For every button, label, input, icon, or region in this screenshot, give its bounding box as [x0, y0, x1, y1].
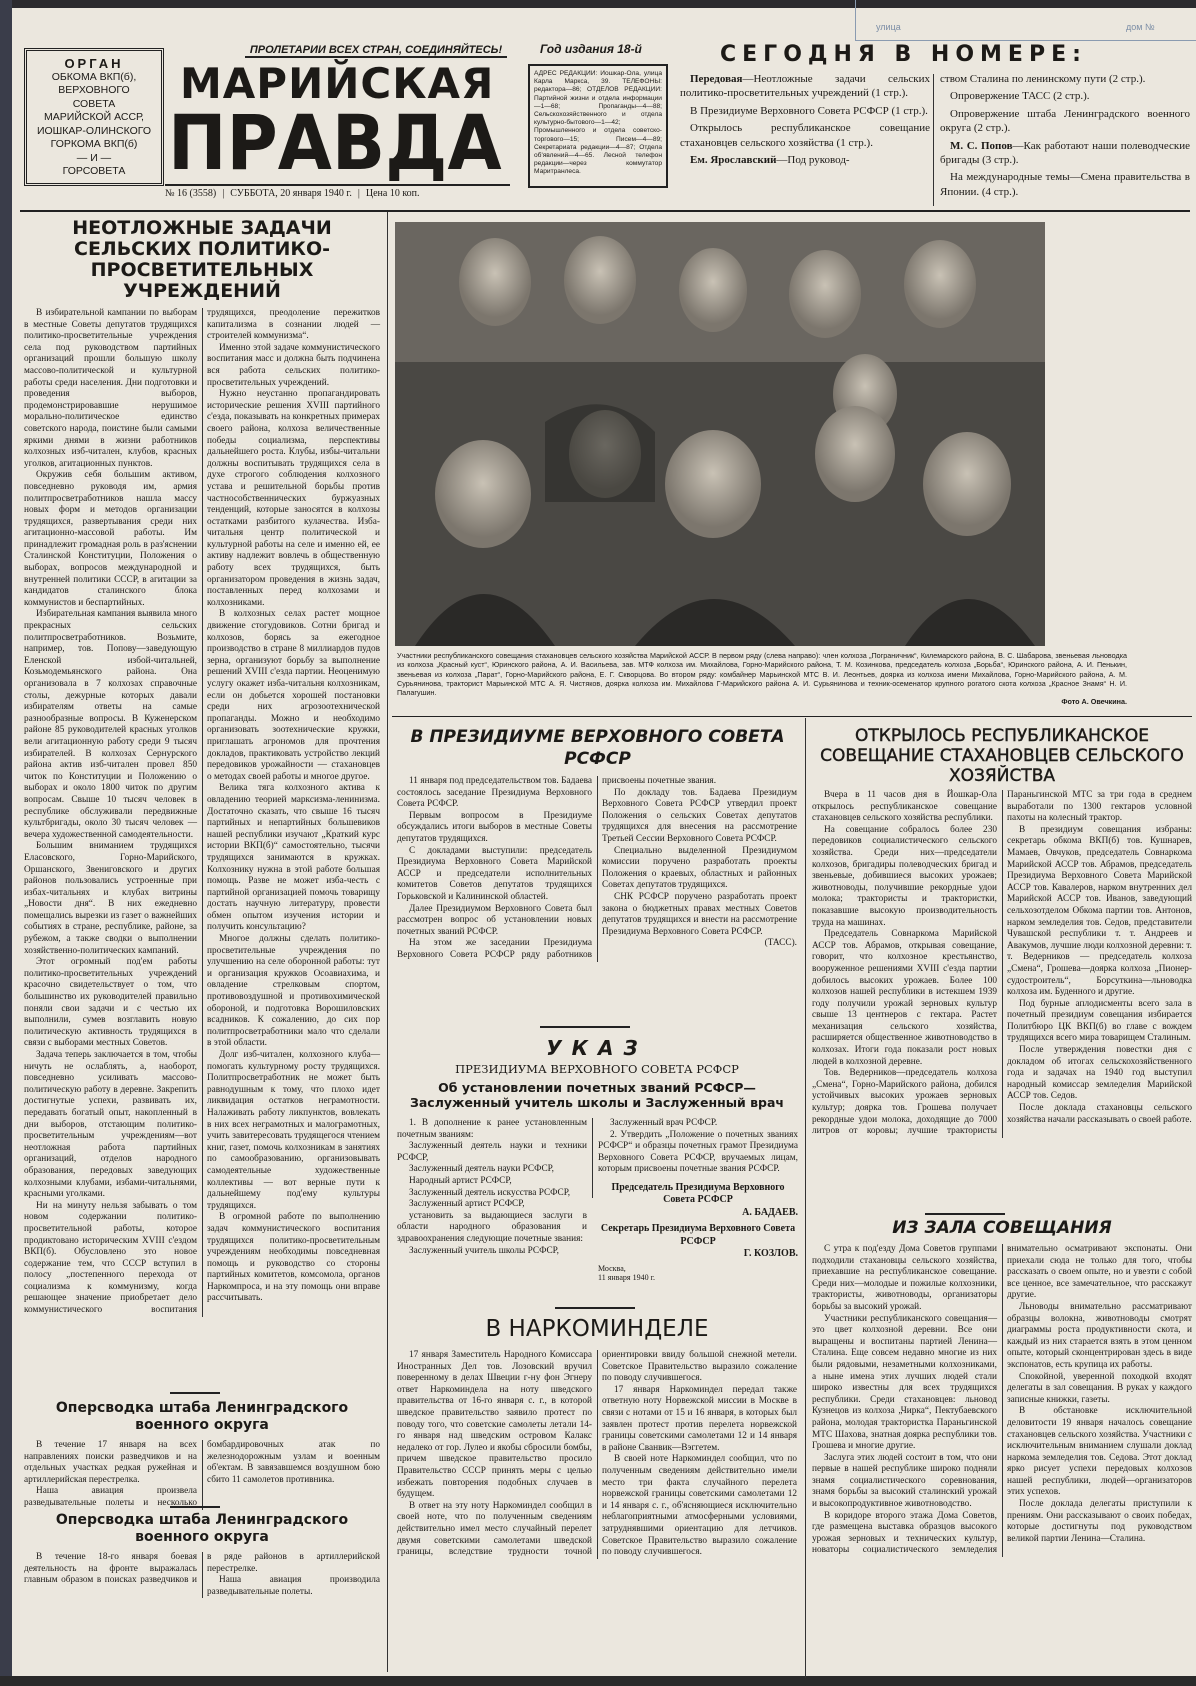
paragraph: После доклада делегаты приступили к прениям. Они рассказывают о своих победах, которые достигнуты под руководством великой партии Ленина—Сталина.	[1007, 1499, 1192, 1544]
opsvodka-2-title: Оперсводка штаба Ленинградского военного округа	[55, 1512, 349, 1545]
toc-column-2	[940, 72, 1190, 202]
paragraph: Вчера в 11 часов дня в Йошкар-Ола открылось республиканское совещание стахановцев сельского хозяйства республики.	[812, 790, 997, 824]
narkomindel-title: В НАРКОМИНДЕЛЕ	[485, 1316, 709, 1342]
opsvodka-2-body	[24, 1552, 380, 1598]
column-divider	[805, 718, 806, 1678]
masthead-title-top: МАРИЙСКАЯ	[180, 59, 495, 108]
issue-date: СУББОТА, 20 января 1940 г.	[230, 188, 352, 199]
toc-item	[940, 72, 1190, 86]
ukaz-paragraph: Заслуженный деятель науки РСФСР,	[409, 1164, 554, 1175]
ukaz-title: УКАЗ	[546, 1036, 648, 1060]
signature-secretary	[598, 1223, 798, 1261]
paragraph: На совещание собралось более 230 передовиков социалистического сельского хозяйства. Среди них—председатели колхозов, бригадиры полеводческих бригад и звеньевые, добившиеся высоких урожаев; животноводы, получившие рекордные удои молока; трактористы и трактористки, показавшие высокую производительность труда на машинах.	[812, 824, 997, 928]
paragraph: 11 января под председательством тов. Бадаева состоялось заседание Президиума Верховного Совета РСФСР.	[397, 776, 592, 810]
signature-name: Г. КОЗЛОВ.	[743, 1248, 798, 1260]
conference-body	[812, 790, 1192, 1138]
organ-line: ВЕРХОВНОГО	[58, 84, 130, 96]
paragraph: В обстановке исключительной деловитости 19 января началось совещание стахановцев сельского хозяйства. Участники с исключительным вниманием слушали доклад наркома земледелия тов. Седова. Этот доклад ярко рисует успехи передовых колхозов нашей республики, людей—организаторов этих успехов.	[1007, 1406, 1192, 1498]
section-rule	[392, 716, 1192, 717]
organ-line: ГОРКОМА ВКП(б)	[50, 138, 138, 150]
paragraph: СНК РСФСР поручено разработать проект закона о бюджетных правах местных Советов депутатов трудящихся и внести на рассмотрение Президиума Верховного Совета РСФСР.	[602, 891, 797, 937]
organ-box	[24, 48, 164, 186]
paragraph: 17 января Заместитель Народного Комиссара Иностранных Дел тов. Лозовский вручил поверенному в делах Швеции г-ну фон Эгнеру ответ Наркоминдела на ноту шведского правительства от 16-го января с. г., в которой шведское правительство заявило протест по поводу того, что советские самолеты летали 14-го января над шведским островом Калакс недалеко от гор. Лулео и якобы сбросили бомбы, причем шведское правительство просило Правительство СССР принять меры с целью избежать повторения подобных случаев в будущем.	[397, 1350, 592, 1500]
paragraph: 17 января Наркоминдел передал также ответную ноту Норвежской миссии в Москве в связи с нотами от 15 и 16 января, в которых был заявлен протест против перелета норвежской границы советскими самолетами 12 и 14 января в районе Сванвик—Вэггетем.	[602, 1384, 797, 1453]
masthead-rule	[20, 210, 1190, 212]
photo-caption	[397, 651, 1127, 707]
paragraph: В президиум совещания избраны: секретарь обкома ВКП(б) тов. Кушнарев, Мамаев, Овчуков, председатель Совнаркома Марийской АССР тов. Абрамов, председатель Президиума Верховного Совета Марийской АССР тов. Кавалеров, нарком внутренних дел Марийской АССР тов. Иванов, заведующий сельхозотделом Обкома партии тов. Антонов, нарком земледелия тов. Седов, представители Чувашской республики т. т. Андреев и Авакумов, лучшие люди колхозной деревни: т. т. Ведерников — председатель колхоза „Смена“, Грошева—доярка колхоза „Пионер-судостроитель“, Борсуткина—льноводка колхоза им. Буденного и другие.	[1007, 824, 1192, 998]
paragraph: Наша авиация произвела разведывательные полеты и несколько бомбардировочных атак по железнодорожным узлам и военным об'ектам. В завязавшемся воздушном бою сбито 11 самолетов противника.	[24, 1440, 380, 1508]
publication-year: Год издания 18-й	[540, 42, 642, 56]
toc-item	[940, 170, 1190, 199]
presidium-body	[397, 776, 797, 962]
stamp-house-label: дом №	[1126, 22, 1155, 32]
paragraph: Нужно неустанно пропагандировать исторические решения XVIII партийного с'езда, показывать на конкретных примерах своего района, колхоза величественные победы социализма, перспективы дальнейшего роста. Клубы, избы-читальни должны воспитывать трудящихся села в духе строгого соблюдения колхозного устава и решительной борьбы против частнособственнических буржуазных тенденций, которые заносятся в колхозы остатками разбитого кулачества. Изба-читальня центр политической и культурной работы на селе и именно ей, ее активу надлежит вовлечь в общественную работу всех трудящихся, быть организатором проведения в жизнь задач, поставленных перед колхозами и колхозниками.	[207, 389, 380, 608]
toc-item-lead: Ем. Ярославский	[690, 154, 777, 167]
paragraph: В избирательной кампании по выборам в местные Советы депутатов трудящихся политико-просветительные учреждения села под руководством партийных организаций прошли большую школу массово-политической и культурной работы среди населения. Дни подготовки и проведения выборов, продемонстрировавшие нерушимое морально-политическое единство советского народа, поистине были самыми яркими днями в жизни работников колхозных изб-читален, клубов, красных уголков, агитационных пунктов.	[24, 308, 197, 469]
paragraph: После доклада стахановцы сельского хозяйства начали рассказывать о своей работе.	[1007, 1103, 1192, 1125]
paragraph: Большим вниманием трудящихся Еласовского, Горно-Марийского, Оршанского, Звениговского и других районов пользовались устроенные при избах-читальнях и клубах витрины „Новости дня“. В них ежедневно помещались вырезки из газет о важнейших событиях в стране, республике, районе, за рубежом, а также сводки о выполнении хозяйственно-политических кампаний.	[24, 841, 197, 956]
toc-item-text: —Под руковод-	[776, 154, 850, 167]
paragraph: В колхозных селах растет мощное движение стогудовиков. Сотни бригад и колхозов, борясь за ежегодное производство в стране 8 миллиардов пудов зерна, организуют борьбу за выполнение решений XVIII с'езда партии. Неоценимую услугу окажет изба-читальня колхозникам, если он добьется хорошей постановки среди них агрозоотехнической пропаганды. Можно и необходимо организовать зоотехнические кружки, приглашать агрономов для прочтения докладов, практиковать устройство лекций передовиков урожайности — стахановцев о методах своей работы и многое другое.	[207, 609, 380, 782]
paragraph: Именно этой задаче коммунистического воспитания масс и должна быть подчинена вся работа сельских политико-просветительных учреждений.	[207, 342, 380, 388]
toc-item-text: Опровержение штаба Ленинградского военного округа (2 стр.).	[940, 107, 1190, 135]
paragraph: Льноводы внимательно рассматривают образцы волокна, животноводы смотрят диаграммы роста продуктивности скота, и каждый из них старается взять в этом ценном опыте, который сконцентрирован здесь в виде экспонатов, есть крупица их работы.	[1007, 1301, 1192, 1370]
paragraph: Участники республиканского совещания—это цвет колхозной деревни. Все они выращены и воспитаны партией Ленина—Сталина. Еще совсем недавно многие из них были рядовыми, незаметными колхозниками, а ныне имена этих лучших людей стали широко известны для всех трудящихся республики. Среди стахановцев: льновод Кузнецов из колхоза „Чирка“, Пектубаевского района, молодая трактористка Параньгинской МТС Шахова, знатная доярка республики тов. Грошева и многие другие.	[812, 1313, 997, 1452]
paragraph: С докладами выступили: председатель Президиума Верховного Совета Марийской АССР и председатели исполнительных комитетов Советов депутатов трудящихся Горьковской и Калининской областей.	[397, 845, 592, 902]
paragraph: Избирательная кампания выявила много прекрасных сельских политпросветработников. Возьмите, например, тов. Попову—заведующую Еленской избой-читальней, Козьмодемьянского района. Она организовала в 7 колхозах справочные столы, дежурные которых давали избирателям ответы на самые разнообразные вопросы. В Куженерском районе 85 руководителей красных уголков вели агитационную работу среди 9 тысяч избирателей. В колхозах Сернурского района актив изб-читален провел 850 читок по Конституции и Положению о выборах и около 1800 читок по другим вопросам. Свыше 10 тысяч человек в республике обслуживали передвижные культбригады, около 30 тысяч человек —вечера художественной самодеятельности.	[24, 609, 197, 840]
toc-item	[940, 139, 1190, 168]
paragraph: На этом же заседании Президиума Верховного Совета РСФСР ряду работников присвоены почетные звания.	[397, 776, 717, 960]
stamp-street-label: улица	[876, 22, 901, 32]
organ-line: МАРИЙСКОЙ АССР,	[44, 111, 144, 123]
ukaz-paragraph: 2. Утвердить „Положение о почетных званиях РСФСР“ и образцы почетных грамот Президиума Верховного Совета РСФСР, вручаемых лицам, которым присвоены почетные звания РСФСР.	[598, 1129, 798, 1175]
slogan: ПРОЛЕТАРИИ ВСЕХ СТРАН, СОЕДИНЯЙТЕСЬ!	[245, 44, 507, 58]
paragraph: Велика тяга колхозного актива к овладению теорией марксизма-ленинизма. Достаточно сказать, что свыше 16 тысяч партийных и непартийных большевиков нашей республики изучают „Краткий курс истории ВКП(б)“ самостоятельно, тысячи трудящихся занимаются в кружках. Колхознику нужна в этой работе большая помощь. Разве не может изба-честь с партийной организацией помочь товарищу достать научную литературу, провести обмен опытом изучения истории и получить консультацию?	[207, 783, 380, 933]
organ-line: ГОРСОВЕТА	[62, 165, 126, 177]
paragraph: Многое должны сделать политико-просветительные учреждения по улучшению на селе оборонной работы: тут и организация кружков Осоавиахима, и овладение стрелковым спортом, противовоздушной и противохимической обороной, и подготовка Ворошиловских всадников. К сожалению, до сих пор политпросветработники мало что сделали в этой области.	[207, 934, 380, 1049]
signature-name: А. БАДАЕВ.	[742, 1206, 798, 1218]
paragraph: Задача теперь заключается в том, чтобы ничуть не ослаблять, а, наоборот, повседневно усиливать массово-политическую работу в деревне. Закрепить достигнутые успехи, развивать их, передавать богатый опыт, накопленный в дни выборов, отстающим политико-просветительным учреждениям—вот неотложная работа партийных организаций, отделов народного образования, передовых заведующих колхозными клубами, избами-читальнями, красными уголками.	[24, 1050, 197, 1200]
paragraph: В течение 18-го января боевая деятельность на фронте выражалась главным образом в поисках разведчиков и в ряде районов в артиллерийской перестрелке.	[24, 1552, 380, 1586]
paragraph: В коридоре второго этажа Дома Советов, где размещена выставка образцов высокого урожая зерновых и технических культур, новаторы социалистического земледелия внимательно осматривают экспонаты. Они приехали сюда не только для того, чтобы рассказать о своем опыте, но и увезти с собой все ценное, все замечательное, что расскажут другие.	[812, 1244, 1192, 1556]
narkomindel-body	[397, 1350, 797, 1559]
ukaz-paragraph: Заслуженный деятель науки и техники РСФСР,	[397, 1141, 587, 1163]
separator	[540, 1026, 630, 1028]
opsvodka-1-body	[24, 1440, 380, 1510]
signature-chairman	[598, 1182, 798, 1220]
separator	[170, 1392, 220, 1394]
ukaz-body-2	[598, 1118, 798, 1282]
paragraph: Далее Президиумом Верховного Совета был рассмотрен вопрос об установлении новых почетных званий РСФСР.	[397, 903, 592, 937]
editorial-body	[24, 308, 380, 1317]
toc-item	[680, 72, 930, 101]
ukaz-subtitle: ПРЕЗИДИУМА ВЕРХОВНОГО СОВЕТА РСФСР	[455, 1062, 739, 1076]
toc-item	[940, 107, 1190, 136]
paragraph: Этот огромный под'ем работы политико-просветительных учреждений красочно свидетельствует о том, что большинство их руководителей правильно поняли свои задачи и с честью их выполнили, сумев возглавить новую политическую активность трудящихся в связи с выборами местных Советов.	[24, 957, 197, 1049]
toc-item-text: Опровержение ТАСС (2 стр.).	[950, 90, 1090, 103]
ukaz-paragraph: Заслуженный врач РСФСР.	[610, 1118, 718, 1128]
stakhanovites-group-photo	[395, 222, 1045, 646]
issue-line	[165, 184, 510, 199]
toc-item	[940, 89, 1190, 103]
issue-separator: |	[222, 188, 225, 199]
ukaz-paragraph: Заслуженный деятель искусства РСФСР,	[409, 1187, 571, 1198]
organ-line: — И —	[76, 151, 112, 164]
paragraph: Заслуга этих людей состоит в том, что они первые в нашей республике широко подняли знамя социалистического соревнования, знамя борьбы за высокий сталинский урожай и высокопродуктивное животноводство.	[812, 1452, 997, 1510]
editorial-title: НЕОТЛОЖНЫЕ ЗАДАЧИ СЕЛЬСКИХ ПОЛИТИКО-ПРОСВЕТИТЕЛЬНЫХ УЧРЕЖДЕНИЙ	[72, 217, 332, 302]
toc-divider	[933, 74, 934, 206]
paragraph: Долг изб-читален, колхозного клуба—помогать культурному росту трудящихся. Политпросветработник не может быть равнодушным к тому, что плохо идет ликвидация остатков неграмотности. Налаживать работу ликпунктов, вовлекать в них всех неграмотных и малограмотных, учить завитересовать трудящегося чтением книг, газет, помочь колхозникам в занятиях по самообразованию, организовывать самодеятельные художественные коллективы — вот верные пути к дальнейшему под'ему культуры трудящихся.	[207, 1050, 380, 1211]
toc-item-text: В Президиуме Верховного Совета РСФСР (1 стр.).	[690, 104, 928, 117]
ukaz-body-1	[397, 1118, 587, 1257]
paragraph: Окружив себя большим активом, повседневно руководя им, армия политпросветработников нашла массу новых форм и методов организации трудящихся, развертывания среди них агитационно-массовой работы. Им принадлежит громадная роль в раз'яснении Сталинской Конституции, Положения о выборах, вопросов международной и внутренней политики СССР, в агитации за кандидатов сталинского блока коммунистов и беспартийных.	[24, 470, 197, 608]
opsvodka-1-title: Оперсводка штаба Ленинградского военного округа	[55, 1400, 349, 1433]
toc-column-1	[680, 72, 930, 170]
caption-text: Участники республиканского совещания стахановцев сельского хозяйства Марийской АССР. В первом ряду (слева направо): член колхоза „Пограничник“, Килемарского района, В. С. Шабарова, звеньевая льноводка из колхоза „Красный куст“, Юринского района, А. И. Васильева, зав. МТФ колхоза им. Михайлова, Горно-Марийского района, Т. М. Козинкова, председатель колхоза „Борьба“, Юринского района, А. И. Пенькин, звеньевая из колхоза „Парат“, Горно-Марийского района, Е. Г. Скворцова. Во втором ряду: комбайнер Марьинской МТС В. И. Леонтьев, доярка из колхоза имени Михайлова, Горно-Марийского района, А. М. Сурьянинова, тракторист Марьинской МТС А. Я. Чистяков, доярка колхоза им. Михайлова Г-Марийского района А. И. Сурьянинова и техник-осеменатор крупного рогатого скота колхоза „Красное Знамя“ Н. И. Палагушин.	[397, 651, 1127, 698]
paragraph: Председатель Совнаркома Марийской АССР тов. Абрамов, открывая совещание, говорит, что колхозное крестьянство, вооруженное решениями XVIII с'езда партии добилось высоких урожаев. Более 100 колхозов нашей республики в истекшем 1939 году получили урожай зерновых культур свыше 13 центнеров с гектара. Растет механизация сельского хозяйства, расширяется общественное животноводство в колхозах. Итоги года показали рост новых людей в колхозной деревне.	[812, 929, 997, 1067]
hall-body	[812, 1244, 1192, 1557]
conference-title: ОТКРЫЛОСЬ РЕСПУБЛИКАНСКОЕ СОВЕЩАНИЕ СТАХАНОВЦЕВ СЕЛЬСКОГО ХОЗЯЙСТВА	[820, 726, 1184, 786]
separator	[170, 1506, 220, 1508]
toc-item	[680, 121, 930, 150]
ukaz-paragraph: установить за выдающиеся заслуги в области народного образования и здравоохранения следующие почетные звания:	[397, 1210, 587, 1244]
paragraph: Наша авиация производила разведывательные полеты.	[207, 1575, 380, 1597]
ukaz-points	[598, 1118, 798, 1176]
photo-image	[395, 222, 1045, 646]
issue-number: № 16 (3558)	[165, 188, 217, 199]
organ-line: ОБКОМА ВКП(б),	[51, 70, 137, 83]
organ-line: СОВЕТА	[72, 97, 116, 110]
presidium-title: В ПРЕЗИДИУМЕ ВЕРХОВНОГО СОВЕТА РСФСР	[410, 727, 785, 769]
paragraph: В течение 17 января на всех направлениях поиски разведчиков и на отдельных участках редкая ружейная и артиллерийская перестрелка.	[24, 1440, 197, 1485]
toc-item-text: ством Сталина по ленинскому пути (2 стр.).	[940, 73, 1146, 85]
organ-line: ОРГАН	[64, 56, 124, 71]
scan-border-bottom	[0, 1676, 1196, 1686]
paragraph: Ни на минуту нельзя забывать о том новом содержании политико-просветительной работы, которое продиктовано историческим XVIII с'ездом ВКП(б). Обусловлено это новое содержание тем, что СССР вступил в полосу „постепенного перехода от социализма к коммунизму, когда решающее значение приобретает дело коммунистического воспитания трудящихся, преодоление пережитков капитализма в сознании людей — строителей коммунизма“.	[24, 308, 380, 1316]
paragraph: Под бурные аплодисменты всего зала в почетный президиум совещания избирается Политбюро ЦК ВКП(б) во главе с вождем трудящихся всего мира товарищем Сталиным.	[1007, 998, 1192, 1044]
paragraph: Первым вопросом в Президиуме обсуждались итоги выборов в местные Советы депутатов трудящихся.	[397, 810, 592, 844]
toc-item-text: На международные темы—Смена правительства в Японии. (4 стр.).	[940, 171, 1190, 198]
hall-title: ИЗ ЗАЛА СОВЕЩАНИЯ	[892, 1218, 1112, 1238]
paragraph: Специально выделенной Президиумом комиссии поручено разработать проекты Положения о краевых, областных и районных Советах депутатов трудящихся.	[602, 845, 797, 891]
ukaz-place: Москва,	[598, 1263, 626, 1273]
issue-separator: |	[357, 188, 360, 199]
column-divider	[592, 1118, 593, 1198]
separator	[555, 1307, 635, 1309]
toc-item-lead: Передовая	[690, 73, 743, 85]
presidium-source: (ТАСС).	[764, 938, 797, 949]
column-divider	[387, 212, 388, 1672]
masthead-title-main: ПРАВДА	[168, 98, 502, 187]
signature-role: Секретарь Президиума Верховного Совета РСФСР	[600, 1223, 796, 1247]
toc-item	[680, 153, 930, 167]
ukaz-date: 11 января 1940 г.	[598, 1272, 655, 1282]
organ-line: ИОШКАР-ОЛИНСКОГО	[36, 124, 152, 137]
ukaz-heading: Об установлении почетных званий РСФСР— Заслуженный учитель школы и Заслуженный врач	[409, 1080, 785, 1110]
toc-item-lead: М. С. Попов	[950, 139, 1013, 152]
signature-role: Председатель Президиума Верховного Совета РСФСР	[611, 1181, 785, 1206]
paragraph: Спокойной, уверенной походкой входят делегаты в зал совещания. В руках у каждого записные книжки, газеты.	[1007, 1371, 1192, 1405]
paragraph: После утверждения повестки дня с докладом об итогах сельскохозяйственного года и задачах на 1940 год выступил народный комиссар земледелия Марийской АССР тов. Седов.	[1007, 1045, 1192, 1102]
ukaz-paragraph: 1. В дополнение к ранее установленным почетным званиям:	[397, 1118, 587, 1140]
paragraph: В своей ноте Наркоминдел сообщил, что по полученным сведениям действительно имели место три факта случайного перелета норвежской границы советскими самолетами 12 и 14 января с. г., об'ясняющиеся исключительно неблагоприятными атмосферными условиями, затруднявшими ориентацию для летчиков. Советское Правительство выразило сожаление по поводу случившегося.	[602, 1454, 797, 1558]
ukaz-paragraph: Заслуженный учитель школы РСФСР,	[409, 1245, 559, 1256]
paragraph: Тов. Ведерников—председатель колхоза „Смена“, Горно-Марийского района, добился устойчивых высоких урожаев зерновых культур; доярка тов. Грошева получает рекордные удои молока, доходящие до 7000 литров от коровы; лучшие трактористы Параньгинской МТС за три года в среднем выработали по 1300 гектаров условной пахоты на колесный трактор.	[812, 790, 1192, 1137]
toc-item	[680, 104, 930, 118]
issue-price: Цена 10 коп.	[365, 188, 420, 199]
toc-item-text: —Как работают наши полеводческие бригады (3 стр.).	[940, 139, 1191, 167]
ukaz-place-date	[598, 1264, 798, 1282]
paragraph: По докладу тов. Бадаева Президиум Верховного Совета РСФСР утвердил проект Положения о сельских Советах депутатов трудящихся для внесения на рассмотрение Третьей Сессии Верховного Совета РСФСР.	[602, 787, 797, 844]
photo-credit: Фото А. Овечкина.	[1061, 697, 1127, 707]
toc-item-text: Открылось республиканское совещание стахановцев сельского хозяйства (1 стр.).	[680, 122, 930, 149]
separator	[925, 1213, 1005, 1215]
ukaz-paragraph: Заслуженный артист РСФСР,	[409, 1199, 525, 1210]
editorial-address: АДРЕС РЕДАКЦИИ: Иошкар-Ола, улица Карла Маркса, 39. ТЕЛЕФОНЫ: редактора—86; ОТДЕЛОВ РЕДАКЦИИ: Партийной жизни и отдела информации—1—68; Пропаганды—4—88; Сельскохозяйственного и отдела культурно-бытового—1—42; Промышленного и отдела советско-торгового—15; Писем—4—89; Секретариата редакции—4—87; Отдела об'явлений—4—65. Лесной телефон редакции—через коммутатор Маритранлеса.	[528, 64, 668, 188]
toc-item-text: —Неотложные задачи сельских политико-просветительных учреждений (1 стр.).	[680, 73, 930, 100]
paragraph: В ответ на эту ноту Наркоминдел сообщил в своей ноте, что по полученным сведениям действительно имел место случайный перелет двумя советскими самолетами шведской границы, вследствие трудности точной ориентировки ввиду большой снежной метели. Советское Правительство выразило сожаление по поводу случившегося.	[397, 1350, 797, 1558]
paragraph: В огромной работе по выполнению задач коммунистического воспитания трудящихся политико-просветительным учреждениям необходимы повседневная помощь и руководство со стороны партийных комитетов, комсомола, органов Наркомпроса, и на эту помощь они вправе рассчитывать.	[207, 1212, 380, 1304]
library-stamp	[855, 0, 1196, 41]
toc-title: СЕГОДНЯ В НОМЕРЕ:	[720, 42, 1087, 67]
scan-border-left	[0, 0, 12, 1686]
paragraph: С утра к под'езду Дома Советов группами подходили стахановцы сельского хозяйства, приехавшие на республиканское совещание. Среди них—молодые и пожилые колхозники, трактористы, животноводы, организаторы борьбы за высокий урожай.	[812, 1244, 997, 1312]
ukaz-paragraph: Народный артист РСФСР,	[409, 1175, 512, 1186]
